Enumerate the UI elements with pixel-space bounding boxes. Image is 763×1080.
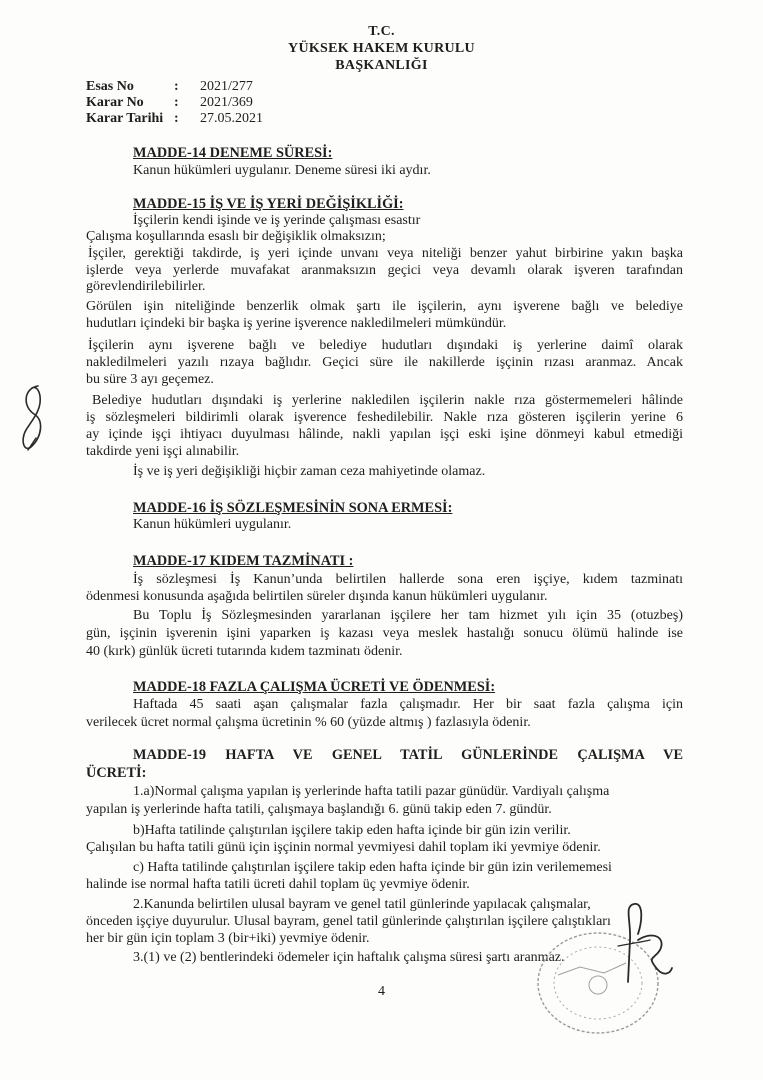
madde-19-line: c) Hafta tatilinde çalıştırılan işçilere takip eden hafta içinde bir gün izin verilememesi: [133, 860, 612, 875]
madde-16-title: MADDE-16 İŞ SÖZLEŞMESİNİN SONA ERMESİ:: [133, 500, 453, 516]
madde-18-line: verilecek ücret normal çalışma ücretinin % 60 (yüzde altmış ) fazlasıyla ödenir.: [86, 715, 531, 730]
madde-15-line: İşçiler, gerektiği takdirde, iş yeri içinde unvanı veya niteliği benzer yahut birbirine yakın başka: [88, 246, 683, 261]
madde-19-line: her bir gün için toplam 3 (bir+iki) yevmiye ödenir.: [86, 931, 370, 946]
madde-15-line: Çalışma koşullarında esaslı bir değişiklik olmaksızın;: [86, 229, 386, 244]
madde-14-line: Kanun hükümleri uygulanır. Deneme süresi iki aydır.: [133, 163, 431, 178]
madde-15-line: Görülen işin niteliğinde benzerlik olmak şartı ile işçilerin, aynı işverene bağlı ve belediye: [86, 299, 683, 314]
madde-18-title: MADDE-18 FAZLA ÇALIŞMA ÜCRETİ VE ÖDENMESİ:: [133, 679, 496, 695]
madde-17-line: 40 (kırk) günlük ücreti tutarında kıdem tazminatı ödenir.: [86, 644, 403, 659]
margin-initial-signature: [14, 380, 52, 460]
madde-15-line: bu süre 3 ayı geçemez.: [86, 372, 214, 387]
madde-17-line: ödenmesi konusunda aşağıda belirtilen süreler dışında kanun hükümleri uygulanır.: [86, 589, 548, 604]
madde-19-line: önceden işçiye duyurulur. Ulusal bayram, genel tatil günlerinde çalıştırılan işçilere çalıştıkları: [86, 914, 611, 929]
madde-15-line: görevlendirilebilirler.: [86, 279, 206, 294]
madde-15-line: Belediye hudutları dışındaki iş yerlerine nakledilen işçilerin nakle rıza göstermemeleri hâlinde: [92, 393, 683, 408]
page-number: 4: [378, 984, 385, 999]
madde-15-line: takdirde yeni işçi alınabilir.: [86, 444, 240, 459]
header-institution: YÜKSEK HAKEM KURULU: [288, 41, 475, 56]
meta-esas-no: Esas No : 2021/277: [86, 79, 253, 94]
madde-17-line: Bu Toplu İş Sözleşmesinden yararlanan işçilere her tam hizmet yılı için 35 (otuzbeş): [133, 608, 683, 623]
madde-15-line: İşçilerin aynı işverene bağlı ve belediye hudutları dışındaki iş yerlerine daimî olarak: [88, 338, 683, 353]
madde-19-line: Çalışılan bu hafta tatili günü için işçinin normal yevmiyesi dahil toplam iki yevmiye ödenir.: [86, 840, 601, 855]
madde-19-line: b)Hafta tatilinde çalıştırılan işçilere takip eden hafta içinde bir gün izin verilir.: [133, 823, 571, 838]
madde-15-line: İş ve iş yeri değişikliği hiçbir zaman ceza mahiyetinde olamaz.: [133, 464, 486, 479]
madde-14-title: MADDE-14 DENEME SÜRESİ:: [133, 145, 333, 161]
madde-17-line: İş sözleşmesi İş Kanun’unda belirtilen hallerde sona eren işçiye, kıdem tazminatı: [133, 572, 683, 587]
meta-karar-no: Karar No : 2021/369: [86, 95, 253, 110]
madde-19-line: 3.(1) ve (2) bentlerindeki ödemeler için haftalık çalışma süresi şartı aranmaz.: [133, 950, 565, 965]
madde-19-title: MADDE-19 HAFTA VE GENEL TATİL GÜNLERİNDE ÇALIŞMA VE: [133, 747, 683, 763]
madde-19-title-cont: ÜCRETİ:: [86, 765, 147, 781]
madde-19-line: 1.a)Normal çalışma yapılan iş yerlerinde hafta tatili pazar günüdür. Vardiyalı çalışma: [133, 784, 610, 799]
madde-19-line: halinde ise normal hafta tatili ücreti dahil toplam üç yevmiye ödenir.: [86, 877, 470, 892]
madde-18-line: Haftada 45 saati aşan çalışmalar fazla çalışmadır. Her bir saat fazla çalışma için: [133, 697, 683, 712]
signature: [598, 900, 678, 990]
madde-16-line: Kanun hükümleri uygulanır.: [133, 517, 292, 532]
madde-19-line: 2.Kanunda belirtilen ulusal bayram ve genel tatil günlerinde yapılacak çalışmalar,: [133, 897, 591, 912]
madde-17-line: gün, işçinin işverenin işini yaparken iş kazası veya meslek hastalığı sonucu ölümü halinde ise: [86, 626, 683, 641]
madde-17-title: MADDE-17 KIDEM TAZMİNATI :: [133, 553, 354, 569]
meta-karar-tarihi: Karar Tarihi : 27.05.2021: [86, 111, 263, 126]
madde-15-line: İşçilerin kendi işinde ve iş yerinde çalışması esastır: [133, 213, 421, 228]
madde-15-line: işlerde veya yerlerde muvafakat aranmaksızın geçici veya devamlı olarak işveren tarafından: [86, 263, 683, 278]
header-tc: T.C.: [368, 24, 395, 39]
madde-15-line: hudutları içindeki bir başka iş yerine işverence nakledilmeleri mümkündür.: [86, 316, 507, 331]
header-presidency: BAŞKANLIĞI: [335, 58, 428, 73]
madde-15-title: MADDE-15 İŞ VE İŞ YERİ DEĞİŞİKLİĞİ:: [133, 196, 404, 212]
madde-19-line: yapılan iş yerlerinde hafta tatili, çalışmaya başlandığı 6. günü takip eden 7. gündür.: [86, 802, 552, 817]
madde-15-line: ay içinde işçi ihtiyacı duyulması hâlinde, nakli yapılan işçi eski işine dönmeyi kabul etmediği: [86, 427, 683, 442]
madde-15-line: iş sözleşmeleri bildirimli olarak işverence feshedilebilir. Nakle rıza gösteren işçilerin yerine 6: [86, 410, 683, 425]
madde-15-line: nakledilmeleri yazılı rızaya bağlıdır. Geçici süre ile nakillerde işçinin rızası aranmaz. Ancak: [86, 355, 683, 370]
